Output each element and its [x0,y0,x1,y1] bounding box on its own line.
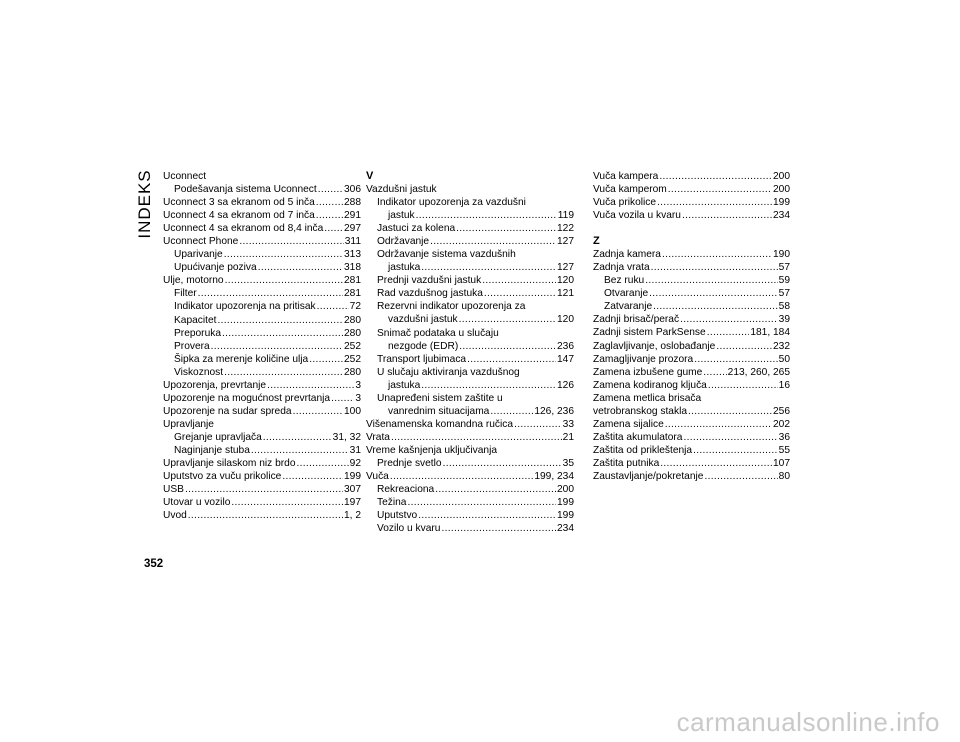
index-entry-term: Vuča prikolice [593,197,657,209]
index-entry-page: 199, 234 [534,471,574,483]
index-entry [593,300,790,313]
index-entry-page: 21 [562,431,574,443]
index-entry-term: Upozorenje na mogućnost prevrtanja [163,392,331,404]
index-entry [593,261,790,274]
index-entry-term: Zadnja kamera [593,249,661,261]
dot-leader [467,353,556,366]
index-entry-term: Uparivanje [174,249,223,261]
index-entry-term: Zamena izbušene gume [593,366,703,378]
dot-leader [693,444,778,457]
index-entry-heading: Snimač podataka u slučaju [377,327,499,339]
index-entry-page: 280 [344,327,361,339]
index-entry [163,287,361,300]
index-entry-page: 307 [344,484,361,496]
index-entry [593,457,790,470]
index-entry-term: Uconnect 4 sa ekranom od 8,4 inča [163,223,324,235]
index-entry-heading: Uconnect [163,171,207,182]
index-entry [366,340,574,353]
dot-leader [211,340,343,353]
index-entry-page: 3 [355,379,361,391]
index-entry-heading: Unapređeni sistem zaštite u [377,392,503,404]
index-entry [366,287,574,300]
dot-leader [331,392,354,405]
index-entry-term: Podešavanja sistema Uconnect [174,184,317,196]
index-column-1 [163,170,361,522]
index-entry-heading: Indikator upozorenja za vazdušni [377,197,526,209]
index-entry [593,366,790,379]
index-entry-term: Upozorenja, prevrtanje [163,379,267,391]
index-entry-page: 35 [562,457,574,469]
dot-leader [443,457,562,470]
index-entry [163,300,361,313]
index-entry-page: 297 [344,223,361,235]
index-entry [366,483,574,496]
index-entry-page: 31 [349,444,361,456]
index-entry-page: 311 [344,236,361,248]
index-entry-term: Višenamenska komandna ručica [366,418,514,430]
index-entry-page: 252 [344,353,361,365]
index-entry-term: vazdušni jastuk [388,314,458,326]
dot-leader [224,248,343,261]
index-entry-page: 3 [355,392,361,404]
index-entry-heading: U slučaju aktiviranja vazdušnog [377,366,520,378]
index-entry-term: Jastuci za kolena [377,223,456,235]
dot-leader [267,379,354,392]
index-entry-page: 127 [557,236,574,248]
dot-leader [688,405,772,418]
index-entry [163,222,361,235]
index-entry-heading: Zamena metlica brisača [593,392,702,404]
index-entry-term: Bez ruku [604,275,645,287]
index-entry [593,313,790,326]
dot-leader [441,522,556,535]
index-entry-page: 39 [778,314,790,326]
section-tab-label: INDEKS [135,169,154,239]
index-entry-page: 1, 2 [344,510,361,522]
dot-leader [407,496,556,509]
index-entry [163,209,361,222]
index-entry-term: Uvod [163,510,187,522]
index-entry-term: Upravljanje silaskom niz brdo [163,458,296,470]
index-entry-term: vetrobranskog stakla [593,405,688,417]
index-entry-term: Zadnji sistem ParkSense [593,327,706,339]
index-entry-term: Zatvaranje [604,301,653,313]
index-entry [593,209,790,222]
dot-leader [430,235,556,248]
index-entry-page: 126 [557,379,574,391]
index-entry [366,222,574,235]
index-entry-term: Uconnect Phone [163,236,239,248]
index-entry-page: 236 [557,340,574,352]
index-entry-page: 57 [778,288,790,300]
index-entry-page: 127 [557,262,574,274]
index-entry-page: 120 [557,275,574,287]
index-entry-page: 197 [344,497,361,509]
index-entry [366,379,574,392]
index-entry-term: vanrednim situacijama [388,405,490,417]
index-entry-page: 121 [557,288,574,300]
index-entry-page: 306 [344,184,361,196]
index-entry-term: Rad vazdušnog jastuka [377,288,483,300]
index-entry-page: 232 [773,340,790,352]
dot-leader [484,287,556,300]
dot-leader [682,209,772,222]
index-entry-term: Provera [174,340,210,352]
index-entry [593,183,790,196]
index-entry [163,457,361,470]
index-entry-page: 202 [773,418,790,430]
index-entry-heading: Upravljanje [163,418,214,430]
dot-leader [297,457,349,470]
index-entry-term: jastuka [388,379,421,391]
index-entry-term: Rekreaciona [377,484,435,496]
dot-leader [317,300,349,313]
index-entry-page: 59 [778,275,790,287]
index-entry [163,183,361,196]
dot-leader [251,444,349,457]
dot-leader [418,509,556,522]
dot-leader [318,183,343,196]
index-entry-page: 36 [778,431,790,443]
index-entry-term: Upozorenje na sudar spreda [163,405,292,417]
index-entry-page: 234 [557,523,574,535]
index-entry [163,405,361,418]
dot-leader [459,340,556,353]
index-entry [366,274,574,287]
index-entry [593,418,790,431]
dot-leader [421,379,556,392]
index-entry-term: jastuka [388,262,421,274]
index-entry [163,327,361,340]
spacer [593,222,790,235]
index-entry [163,353,361,366]
index-entry-page: 288 [344,197,361,209]
index-entry [163,340,361,353]
index-entry [593,170,790,183]
dot-leader [456,222,556,235]
index-entry-page: 200 [773,171,790,182]
index-column-2 [366,170,574,535]
index-entry [593,326,790,339]
index-entry [163,496,361,509]
index-entry-page: 234 [773,210,790,222]
index-entry-term: Utovar u vozilo [163,497,231,509]
index-entry-page: 256 [773,405,790,417]
dot-leader [239,235,343,248]
index-entry [593,405,790,418]
index-entry [593,353,790,366]
dot-leader [660,457,772,470]
index-entry-page: 50 [778,353,790,365]
index-entry-term: Uputstvo [377,510,418,522]
index-entry-page: 199 [773,197,790,209]
dot-leader [659,170,772,183]
index-entry-page: 92 [349,458,361,470]
index-entry [366,418,574,431]
index-entry-term: Filter [174,288,197,300]
index-entry [366,509,574,522]
dot-leader [198,287,343,300]
index-entry-heading: Rezervni indikator upozorenja za [377,301,526,313]
index-entry [593,431,790,444]
index-entry-term: Otvaranje [604,288,649,300]
dot-leader [649,287,777,300]
index-entry-term: Viskoznost [174,366,224,378]
index-entry-page: 313 [344,249,361,261]
dot-leader [716,340,772,353]
index-entry-page: 57 [778,262,790,274]
index-letter-heading: V [366,170,374,182]
index-entry-page: 281 [344,275,361,287]
index-entry-page: 58 [778,301,790,313]
index-entry [163,509,361,522]
index-entry-page: 55 [778,444,790,456]
index-entry-term: Zaglavljivanje, oslobađanje [593,340,716,352]
index-entry-term: Zaustavljanje/pokretanje [593,470,704,482]
index-entry [163,392,361,405]
index-entry [163,196,361,209]
index-entry-term: Zadnji brisač/perač [593,314,680,326]
dot-leader [391,431,562,444]
index-entry-term: Vrata [366,431,390,443]
index-entry-term: Preporuka [174,327,222,339]
index-entry-term: Transport ljubimaca [377,353,467,365]
index-entry [366,353,574,366]
index-entry [593,340,790,353]
index-entry-term: Vuča vozila u kvaru [593,210,681,222]
index-entry-page: 31, 32 [332,431,361,443]
index-entry-term: Naginjanje stuba [174,444,250,456]
dot-leader [490,405,533,418]
dot-leader [185,483,343,496]
index-entry [366,209,574,222]
dot-leader [416,209,557,222]
dot-leader [217,314,343,327]
dot-leader [708,379,778,392]
index-entry [163,235,361,248]
dot-leader [668,183,772,196]
index-entry-page: 126, 236 [534,405,574,417]
index-entry-term: Zaštita akumulatora [593,431,683,443]
index-entry [366,496,574,509]
index-entry-term: Indikator upozorenja na pritisak [174,301,316,313]
index-entry-term: Vuča kampera [593,171,659,182]
index-entry-page: 199 [557,497,574,509]
index-entry [593,287,790,300]
dot-leader [390,470,534,483]
index-entry-term: Prednje svetlo [377,457,442,469]
index-entry [163,314,361,327]
index-entry-term: Kapacitet [174,314,217,326]
dot-leader [222,327,343,340]
index-entry-page: 119 [557,210,574,222]
index-entry [163,248,361,261]
index-entry-term: Vuča [366,471,389,483]
dot-leader [231,496,343,509]
dot-leader [224,366,343,379]
index-entry-page: 72 [349,301,361,313]
index-entry-term: Uconnect 4 sa ekranom od 7 inča [163,210,315,222]
index-entry [163,261,361,274]
dot-leader [258,261,343,274]
dot-leader [435,483,556,496]
index-entry-page: 291 [344,210,361,222]
index-entry-page: 318 [344,262,361,274]
index-entry-page: 280 [344,366,361,378]
index-entry [366,261,574,274]
index-entry [366,522,574,535]
dot-leader [293,405,343,418]
dot-leader [707,326,750,339]
index-entry [163,431,361,444]
dot-leader [459,313,556,326]
index-column-3 [593,170,790,483]
index-entry-term: USB [163,484,184,496]
dot-leader [514,418,562,431]
index-entry-page: 122 [557,223,574,235]
page-number: 352 [144,558,164,570]
index-entry-term: jastuk [388,210,415,222]
index-entry-term: Upućivanje poziva [174,262,257,274]
index-entry [163,483,361,496]
dot-leader [482,274,556,287]
dot-leader [662,248,772,261]
index-entry-term: Uputstvo za vuču prikolice [163,471,282,483]
dot-leader [225,274,343,287]
index-entry [593,444,790,457]
dot-leader [683,431,777,444]
index-entry-term: Zaštita putnika [593,457,660,469]
dot-leader [188,509,343,522]
index-letter-heading: Z [593,235,600,248]
dot-leader [694,353,777,366]
index-entry-page: 199 [344,471,361,483]
index-entry-term: Prednji vazdušni jastuk [377,275,482,287]
index-entry [163,366,361,379]
index-entry-heading: Vreme kašnjenja uključivanja [366,444,497,456]
index-entry [163,444,361,457]
dot-leader [316,209,343,222]
index-entry-page: 280 [344,314,361,326]
index-entry-heading: Održavanje sistema vazdušnih [377,249,516,261]
index-entry-term: Zamena kodiranog ključa [593,379,707,391]
index-entry-term: Šipka za merenje količine ulja [174,353,309,365]
index-entry-term: Uconnect 3 sa ekranom od 5 inča [163,197,315,209]
dot-leader [703,366,726,379]
dot-leader [421,261,556,274]
index-entry [593,470,790,483]
dot-leader [282,470,343,483]
dot-leader [651,261,778,274]
index-entry [593,248,790,261]
dot-leader [704,470,777,483]
watermark: carmanualsonline.info [676,707,940,737]
index-entry [366,405,574,418]
index-entry [593,196,790,209]
dot-leader [645,274,777,287]
index-entry [366,470,574,483]
index-entry [163,379,361,392]
index-entry-page: 80 [778,470,790,482]
index-entry [163,470,361,483]
dot-leader [263,431,332,444]
index-entry [593,274,790,287]
index-entry-page: 120 [557,314,574,326]
index-entry-term: Zadnja vrata [593,262,650,274]
dot-leader [309,353,343,366]
index-entry-term: Ulje, motorno [163,275,224,287]
index-entry-page: 200 [773,184,790,196]
dot-leader [316,196,343,209]
dot-leader [680,313,778,326]
dot-leader [653,300,778,313]
section-tab [135,168,155,240]
index-entry-page: 107 [773,457,790,469]
index-entry-term: Grejanje upravljača [174,431,262,443]
index-entry-term: Održavanje [377,236,430,248]
index-entry [593,379,790,392]
index-entry-term: Vuča kamperom [593,184,667,196]
index-entry [366,457,574,470]
index-entry-page: 147 [557,353,574,365]
index-entry [366,313,574,326]
index-entry-page: 16 [778,379,790,391]
dot-leader [324,222,343,235]
index-entry-term: Vozilo u kvaru [377,523,441,535]
index-entry-term: Zamagljivanje prozora [593,353,694,365]
index-entry-term: nezgode (EDR) [388,340,459,352]
index-entry-page: 213, 260, 265 [727,366,790,378]
index-entry-heading: Vazdušni jastuk [366,184,437,195]
index-entry-page: 199 [557,510,574,522]
index-entry-page: 33 [562,418,574,430]
dot-leader [665,418,772,431]
index-entry [163,274,361,287]
index-entry-page: 252 [344,340,361,352]
index-entry-term: Zaštita od prikleštenja [593,444,693,456]
index-entry-page: 100 [344,405,361,417]
index-entry-page: 181, 184 [750,327,790,339]
dot-leader [657,196,772,209]
index-entry [366,431,574,444]
index-entry-page: 190 [773,249,790,261]
index-entry [366,235,574,248]
index-entry-page: 281 [344,288,361,300]
index-entry-page: 200 [557,484,574,496]
index-entry-term: Zamena sijalice [593,418,664,430]
index-entry-term: Težina [377,497,407,509]
